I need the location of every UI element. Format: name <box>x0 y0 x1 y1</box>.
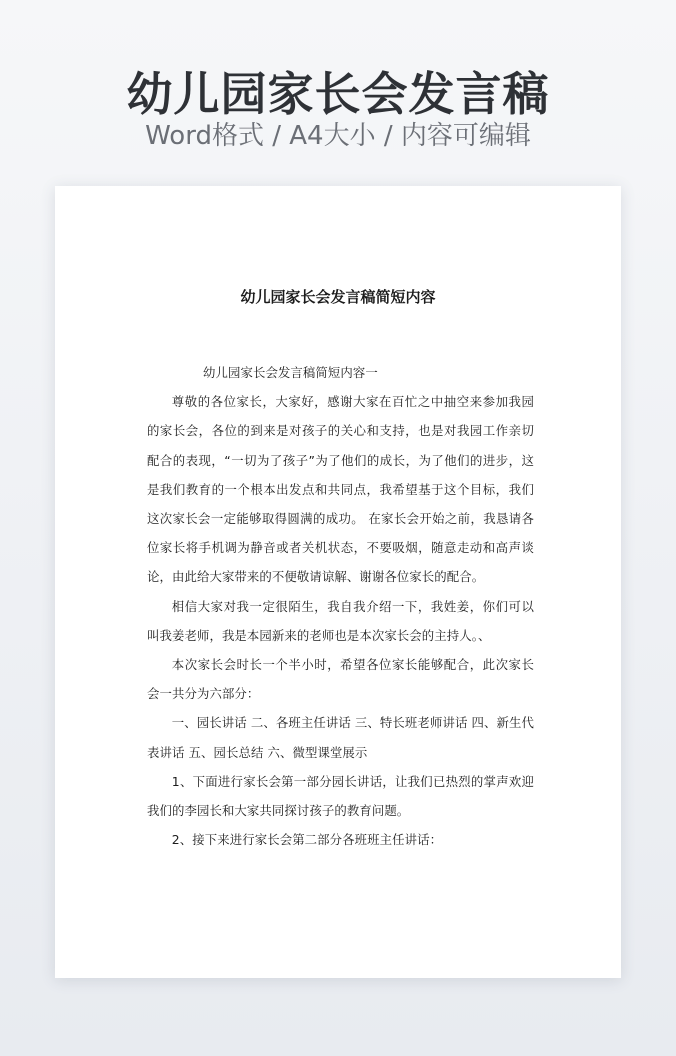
paragraph-2: 相信大家对我一定很陌生，我自我介绍一下，我姓姜，你们可以叫我姜老师，我是本园新来的老师也是本次家长会的主持人。、 <box>147 598 534 643</box>
paragraph-5: 1、下面进行家长会第一部分园长讲话，让我们已热烈的掌声欢迎我们的李园长和大家共同探讨孩子的教育问题。 <box>147 773 534 819</box>
paragraph-4: 一、园长讲话 二、各班主任讲话 三、特长班老师讲话 四、新生代表讲话 五、园长总结 六、微型课堂展示 <box>147 715 534 760</box>
document-title: 幼儿园家长会发言稿简短内容 <box>240 288 436 306</box>
document-page <box>55 186 621 978</box>
paragraph-3: 本次家长会时长一个半小时，希望各位家长能够配合，此次家长会一共分为六部分： <box>147 657 534 702</box>
page-title: 幼儿园家长会发言稿 <box>126 67 550 121</box>
paragraph-6: 2、接下来进行家长会第二部分各班班主任讲话： <box>171 832 443 848</box>
document-subheading: 幼儿园家长会发言稿简短内容一 <box>203 365 378 380</box>
page-subtitle: Word格式 / A4大小 / 内容可编辑 <box>145 121 531 151</box>
document-body <box>147 358 534 854</box>
paragraph-1: 尊敬的各位家长，大家好，感谢大家在百忙之中抽空来参加我园的家长会，各位的到来是对孩子的关心和支持，也是对我园工作亲切配合的表现，“一切为了孩子”为了他们的成长，为了他们的进步，这是我们教育的一个根本出发点和共同点，我希望基于这个目标，我们这次家长会一定能够取得圆满的成功。 在家长会开始之前，我恳请各位家长将手机调为静音或者关机状态，不要吸烟，随意走动和高声谈论，由此给大家带来的不便敬请谅解、谢谢各位家长的配合。 <box>147 394 534 585</box>
